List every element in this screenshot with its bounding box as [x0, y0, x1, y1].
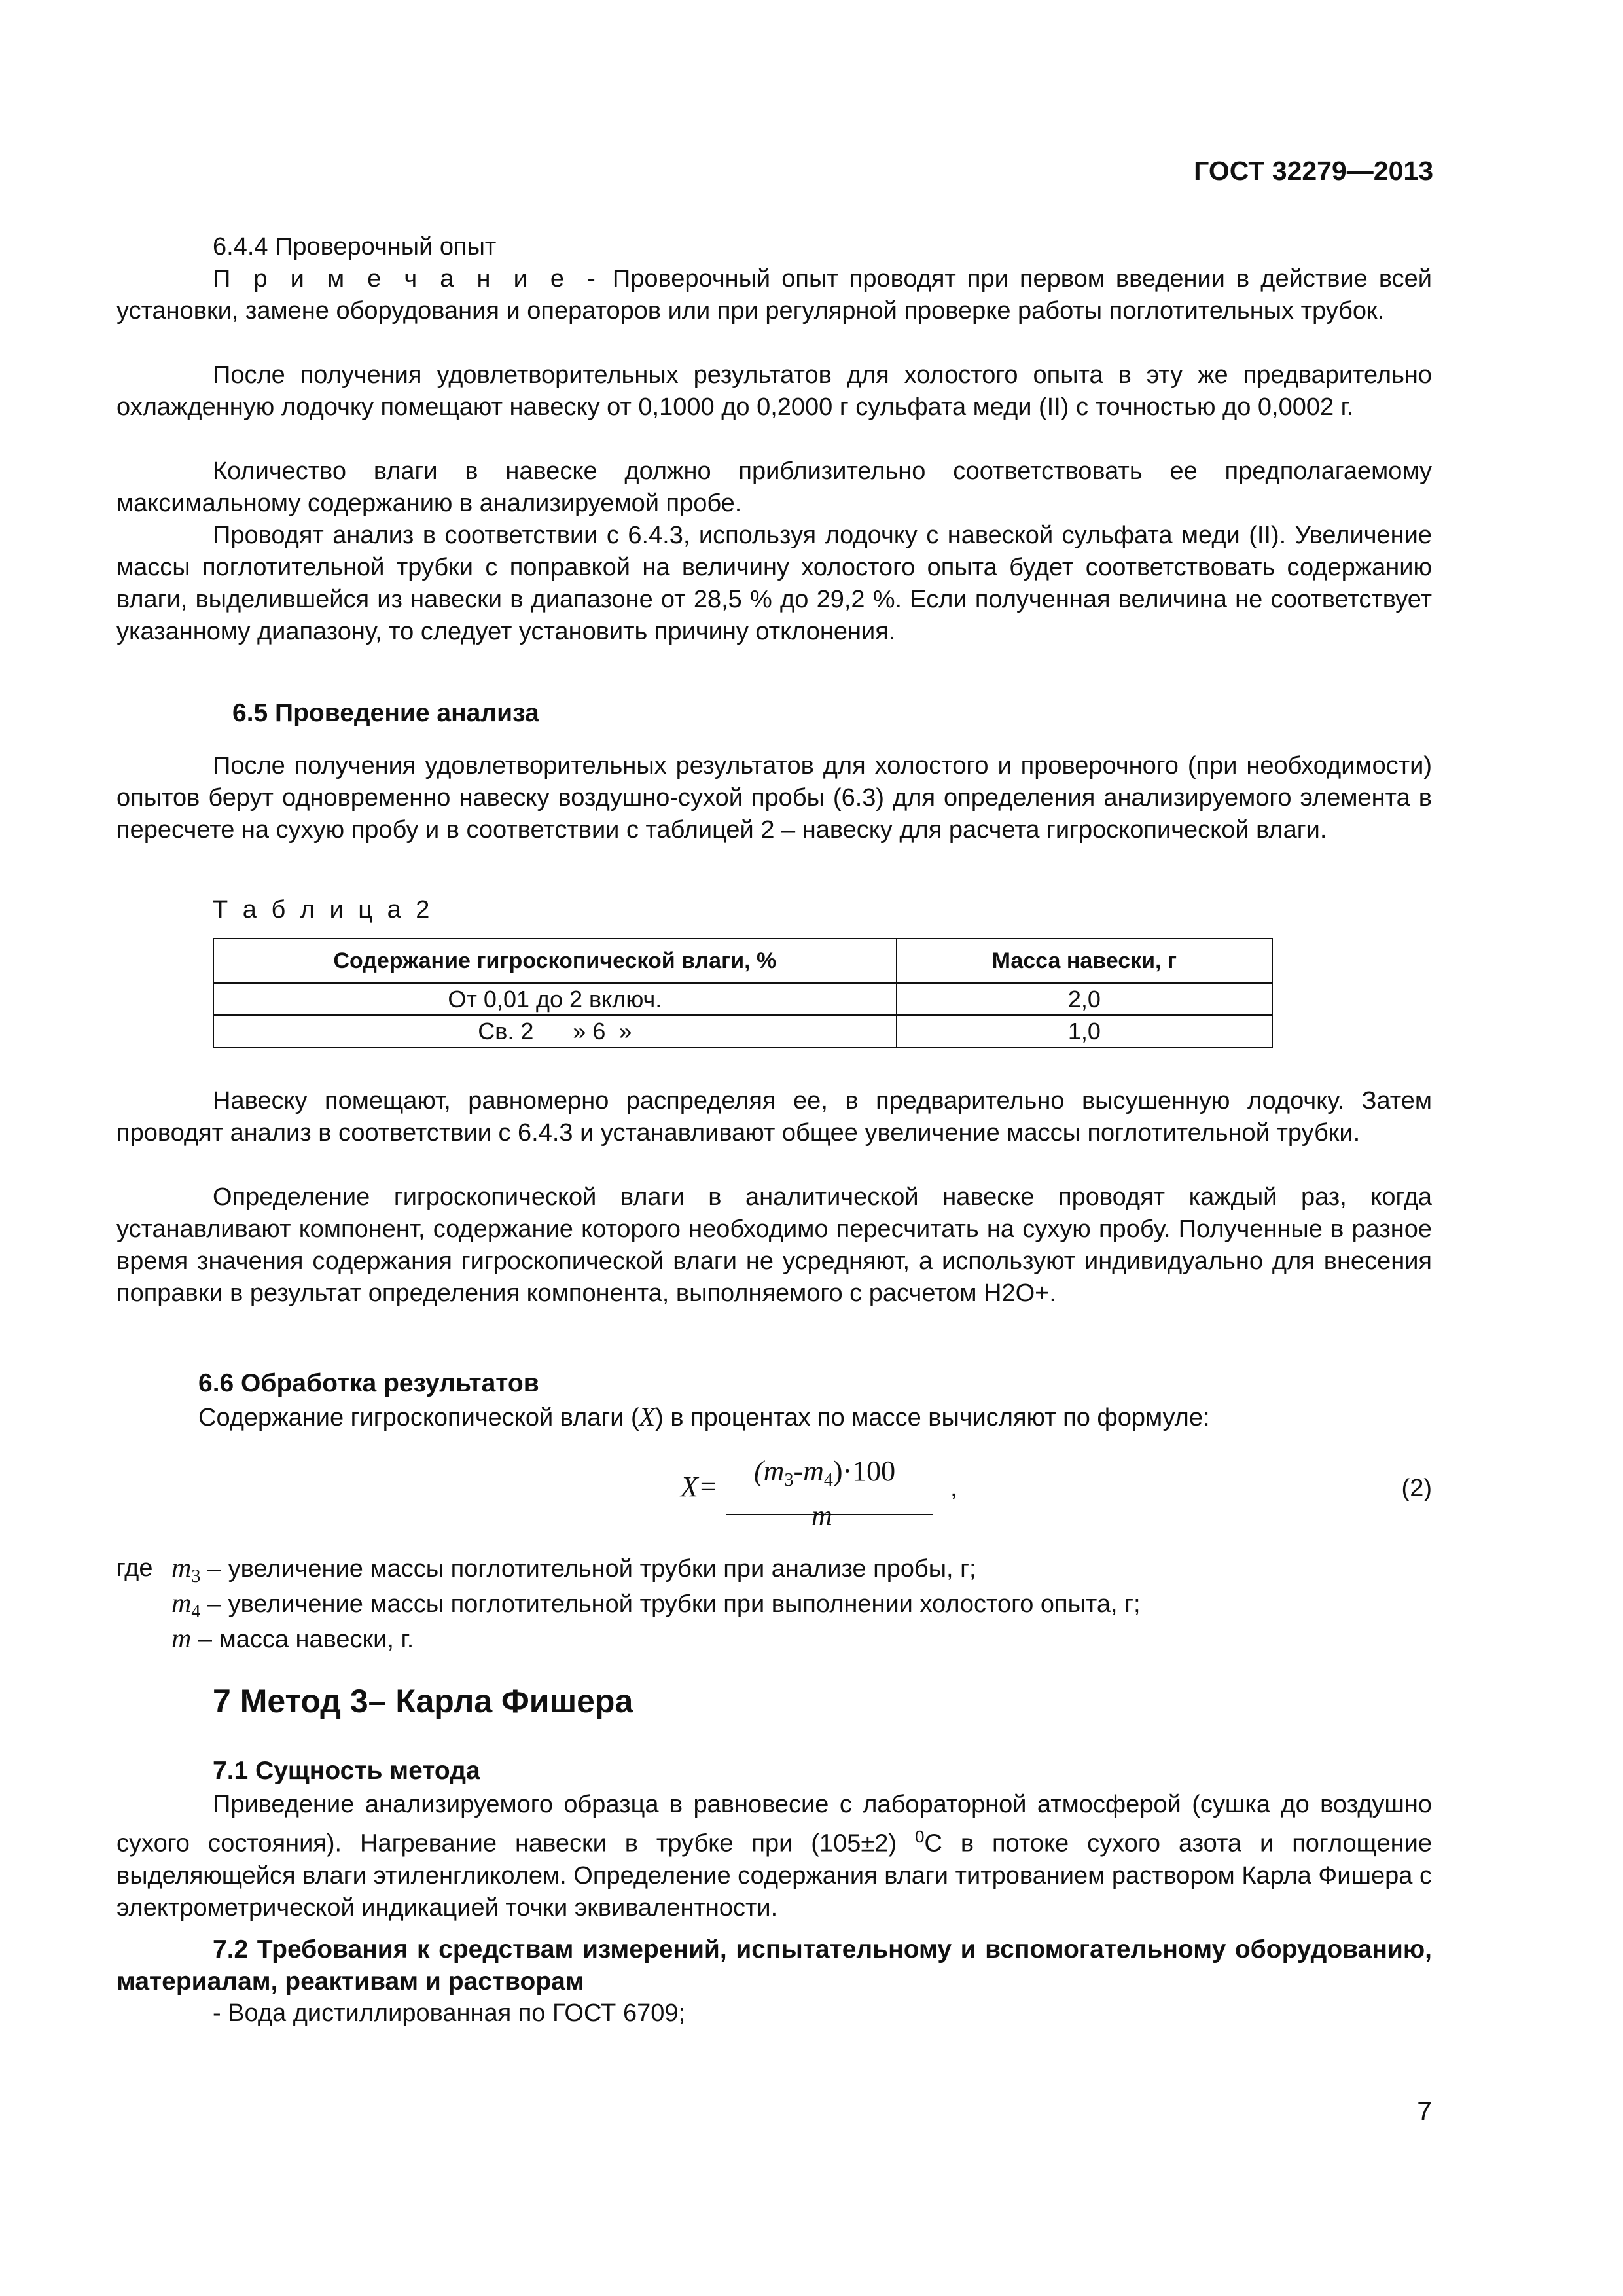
table-row [213, 983, 1272, 1015]
paragraph-6-5-3: Определение гигроскопической влаги в аналитической навеске проводят каждый раз, когда устанавливают компонент, содержание которого необходимо пересчитать на сухую пробу. Полученные в разное время значения содержания гигроскопической влаги не усредняют, а используют индивидуально для внесения поправки в результат определения компонента, выполняемого с расчетом H2O+. [116, 1183, 1432, 1307]
table-header-row [213, 939, 1272, 983]
numerator-subscript: 3 [784, 1470, 794, 1490]
formula-intro-text: ) в процентах по массе вычисляют по формуле: [655, 1404, 1210, 1431]
numerator-subscript: 4 [823, 1470, 833, 1490]
note-label: П р и м е ч а н и е - [213, 265, 601, 293]
definition-subscript: 3 [191, 1566, 201, 1587]
definition-symbol: m [171, 1624, 192, 1654]
formula-comma: , [950, 1475, 957, 1502]
definition-m [171, 1622, 414, 1657]
table-cell: 1,0 [897, 1015, 1272, 1047]
page-number: 7 [1417, 2096, 1432, 2126]
where-label: где [116, 1554, 153, 1582]
table-label: Т а б л и ц а 2 [213, 896, 434, 924]
paragraph-7-1-text: С в потоке сухого азота и поглощение выделяющейся влаги этиленгликолем. Определение содержания влаги титрованием раствором Карла Фишера с электрометрической индикацией точки эквивалентности. [116, 1829, 1432, 1922]
degree-superscript: 0 [914, 1827, 925, 1846]
numerator-part: (m [754, 1455, 785, 1487]
list-item: - Вода дистиллированная по ГОСТ 6709; [213, 2000, 686, 2027]
table-header-cell: Масса навески, г [897, 939, 1272, 983]
formula-number: (2) [1401, 1475, 1432, 1502]
section-7-title: 7 Метод 3– Карла Фишера [213, 1683, 633, 1719]
variable-x: X [639, 1402, 656, 1431]
formula-intro [198, 1401, 1210, 1434]
table-header-cell: Содержание гигроскопической влаги, % [213, 939, 897, 983]
formula-lhs: X= [681, 1471, 718, 1503]
table-cell: Св. 2 » 6 » [213, 1015, 897, 1047]
section-7-2-title: 7.2 Требования к средствам измерений, испытательному и вспомогательному оборудованию, материалам, реактивам и растворам [116, 1935, 1432, 1996]
definition-symbol: m [171, 1553, 192, 1583]
definition-text: – увеличение массы поглотительной трубки при анализе пробы, г; [200, 1555, 976, 1583]
definition-text: – увеличение массы поглотительной трубки при выполнении холостого опыта, г; [200, 1590, 1141, 1618]
paragraph-6-4-4-2: Количество влаги в навеске должно приблизительно соответствовать ее предполагаемому максимальному содержанию в анализируемой пробе. [116, 457, 1432, 517]
definition-subscript: 4 [191, 1602, 201, 1622]
paragraph-7-1 [116, 1789, 1432, 1924]
definition-symbol: m [171, 1588, 192, 1619]
formula-intro-text: Содержание гигроскопической влаги ( [198, 1404, 639, 1431]
section-6-5-title: 6.5 Проведение анализа [232, 699, 539, 727]
table-cell: От 0,01 до 2 включ. [213, 983, 897, 1015]
standard-header: ГОСТ 32279—2013 [1194, 156, 1433, 186]
numerator-part: -m [793, 1455, 824, 1487]
paragraph-6-4-4-3: Проводят анализ в соответствии с 6.4.3, используя лодочку с навеской сульфата меди (II). Увеличение массы поглотительной трубки с поправкой на величину холостого опыта будет соответствовать содержанию влаги, выделившейся из навески в диапазоне от 28,5 % до 29,2 %. Если полученная величина не соответствует указанному диапазону, то следует установить причину отклонения. [116, 522, 1432, 645]
paragraph-6-5-2: Навеску помещают, равномерно распределяя ее, в предварительно высушенную лодочку. Затем проводят анализ в соответствии с 6.4.3 и устанавливают общее увеличение массы поглотительной трубки. [116, 1087, 1432, 1147]
table-row [213, 1015, 1272, 1047]
table-cell: 2,0 [897, 983, 1272, 1015]
section-6-4-4-title: 6.4.4 Проверочный опыт [213, 233, 497, 260]
definition-text: – масса навески, г. [191, 1626, 414, 1653]
moisture-table [213, 938, 1273, 1048]
section-6-6-title: 6.6 Обработка результатов [198, 1369, 539, 1397]
paragraph-6-5-1: После получения удовлетворительных результатов для холостого и проверочного (при необходимости) опытов берут одновременно навеску воздушно-сухой пробы (6.3) для определения анализируемого элемента в пересчете на сухую пробу и в соответствии с таблицей 2 – навеску для расчета гигроскопической влаги. [116, 752, 1432, 844]
note-paragraph [116, 263, 1432, 327]
note-text: Проверочный опыт проводят при первом введении в действие всей установки, замене оборудования и операторов или при регулярной проверке работы поглотительных трубок. [116, 265, 1432, 325]
formula-denominator: m [812, 1499, 832, 1532]
formula-numerator [754, 1454, 895, 1491]
numerator-part: )·100 [832, 1455, 896, 1487]
paragraph-7-1-text: Приведение анализируемого образца в равновесие с лабораторной атмосферой (сушка до воздушно сухого состояния). Нагревание навески в трубке при (105±2) [116, 1791, 1432, 1857]
section-7-1-title: 7.1 Сущность метода [213, 1757, 480, 1785]
paragraph-6-4-4-1: После получения удовлетворительных результатов для холостого опыта в эту же предварительно охлажденную лодочку помещают навеску от 0,1000 до 0,2000 г сульфата меди (II) с точностью до 0,0002 г. [116, 361, 1432, 421]
